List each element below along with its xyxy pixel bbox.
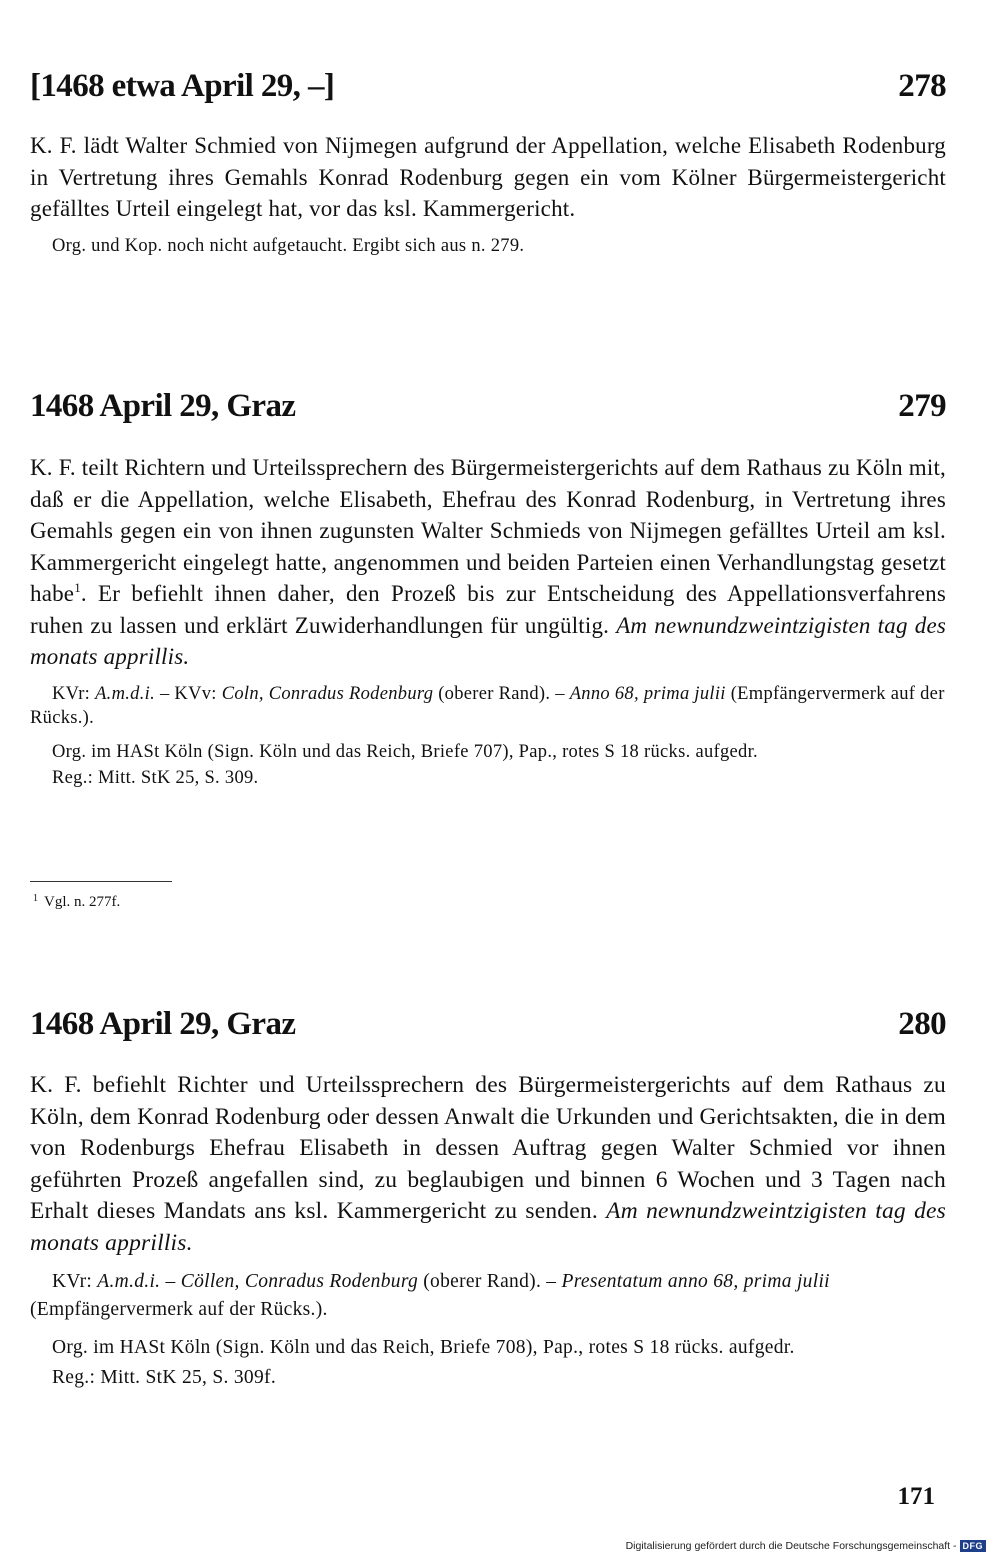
entry-summary — [30, 452, 946, 673]
kvr-label: KVr: — [52, 1271, 93, 1292]
dating-clause: Am newnundzweintzigisten tag des monats apprillis. — [30, 1198, 947, 1256]
credit-text: Digitalisierung gefördert durch die Deutsche Forschungsgemeinschaft - — [625, 1540, 957, 1552]
summary-text-continued: . Er befiehlt ihnen daher, den Prozeß bis zur Entscheidung des Appellationsverfahrens ruhen zu lassen und erklärt Zuwiderhandlungen für ungültig. — [30, 581, 946, 638]
regest-note: Reg.: Mitt. StK 25, S. 309f. — [52, 1367, 277, 1388]
kvv-note: (oberer Rand). – — [438, 683, 565, 704]
entry-278 — [30, 68, 946, 258]
origin-note: Org. im HASt Köln (Sign. Köln und das Reich, Briefe 708), Pap., rotes S 18 rücks. aufgedr. — [52, 1337, 795, 1358]
entry-279 — [30, 388, 946, 790]
entry-heading — [30, 68, 946, 114]
receipt-annotation: Anno 68, prima julii — [569, 683, 726, 704]
entry-date: [1468 etwa April 29, –] — [30, 68, 335, 104]
dating-clause: Am newnundzweintzigisten tag des monats apprillis. — [30, 612, 946, 669]
entry-date: 1468 April 29, Graz — [30, 388, 296, 424]
footnote-ref: 1 — [74, 580, 81, 595]
entry-date: 1468 April 29, Graz — [30, 1006, 296, 1042]
kvv-label: – KVv: — [159, 683, 217, 704]
kvr-value: A.m.d.i. – Cöllen, Conradus Rodenburg — [97, 1271, 419, 1292]
regest-note: Reg.: Mitt. StK 25, S. 309. — [52, 767, 259, 788]
receipt-annotation-note: (Empfängervermerk auf der Rücks.). — [30, 683, 945, 728]
summary-text: K. F. teilt Richtern und Urteilssprechern des Bürgermeistergerichts auf dem Rathaus zu Köln mit, daß er die Appellation, welche Elisabeth, Ehefrau des Konrad Rodenburg, in Vertretung ihres Gemahls gegen ein von ihnen zugunsten Walter Schmieds von Nijmegen gefälltes Urteil am ksl. Kammergericht eingelegt hatte, angenommen und beiden Parteien einen Verhandlungstag gesetzt habe — [30, 455, 946, 606]
entry-280 — [30, 1006, 946, 1392]
footnote-marker: 1 — [33, 893, 38, 904]
entry-heading — [30, 388, 946, 434]
receipt-annotation-note: (Empfängervermerk auf der Rücks.). — [30, 1299, 328, 1320]
entry-source-note: Org. und Kop. noch nicht aufgetaucht. Ergibt sich aus n. 279. — [52, 235, 525, 256]
entry-number: 279 — [898, 388, 946, 424]
footnote-text: Vgl. n. 277f. — [44, 894, 121, 910]
receipt-annotation: Presentatum anno 68, prima julii — [561, 1271, 830, 1292]
entry-summary: K. F. lädt Walter Schmied von Nijmegen aufgrund der Appellation, welche Elisabeth Rodenburg in Vertretung ihres Gemahls Konrad Rodenburg gegen ein vom Kölner Bürgermeistergericht gefälltes Urteil eingelegt hat, vor das ksl. Kammergericht. — [30, 133, 946, 221]
entry-number: 278 — [898, 68, 946, 104]
kvr-label: KVr: — [52, 683, 91, 704]
kvr-note: (oberer Rand). – — [423, 1271, 557, 1292]
summary-text: K. F. befiehlt Richter und Urteilssprechern des Bürgermeistergerichts auf dem Rathaus zu Köln, dem Konrad Rodenburg oder dessen Anwalt die Urkunden und Gerichtsakten, die in dem von Rodenburgs Ehefrau Elisabeth in dessen Auftrag gegen Walter Schmied vor ihnen geführten Prozeß angefallen sind, zu beglaubigen und binnen 6 Wochen und 3 Tagen nach Erhalt dieses Mandats ans ksl. Kammergericht zu senden. — [30, 1072, 946, 1224]
footnote-divider — [30, 881, 172, 882]
digitization-credit — [626, 1540, 986, 1552]
entry-heading — [30, 1006, 946, 1052]
entry-summary — [30, 1070, 946, 1259]
dfg-logo: DFG — [960, 1540, 987, 1552]
kvv-value: Coln, Conradus Rodenburg — [221, 683, 434, 704]
kvr-value: A.m.d.i. — [95, 683, 156, 704]
page-number: 171 — [897, 1483, 935, 1510]
entry-number: 280 — [898, 1006, 946, 1042]
origin-note: Org. im HASt Köln (Sign. Köln und das Reich, Briefe 707), Pap., rotes S 18 rücks. aufgedr. — [52, 741, 758, 762]
endorsement-note — [30, 682, 946, 730]
endorsement-note — [30, 1268, 946, 1324]
footnote — [33, 893, 120, 911]
